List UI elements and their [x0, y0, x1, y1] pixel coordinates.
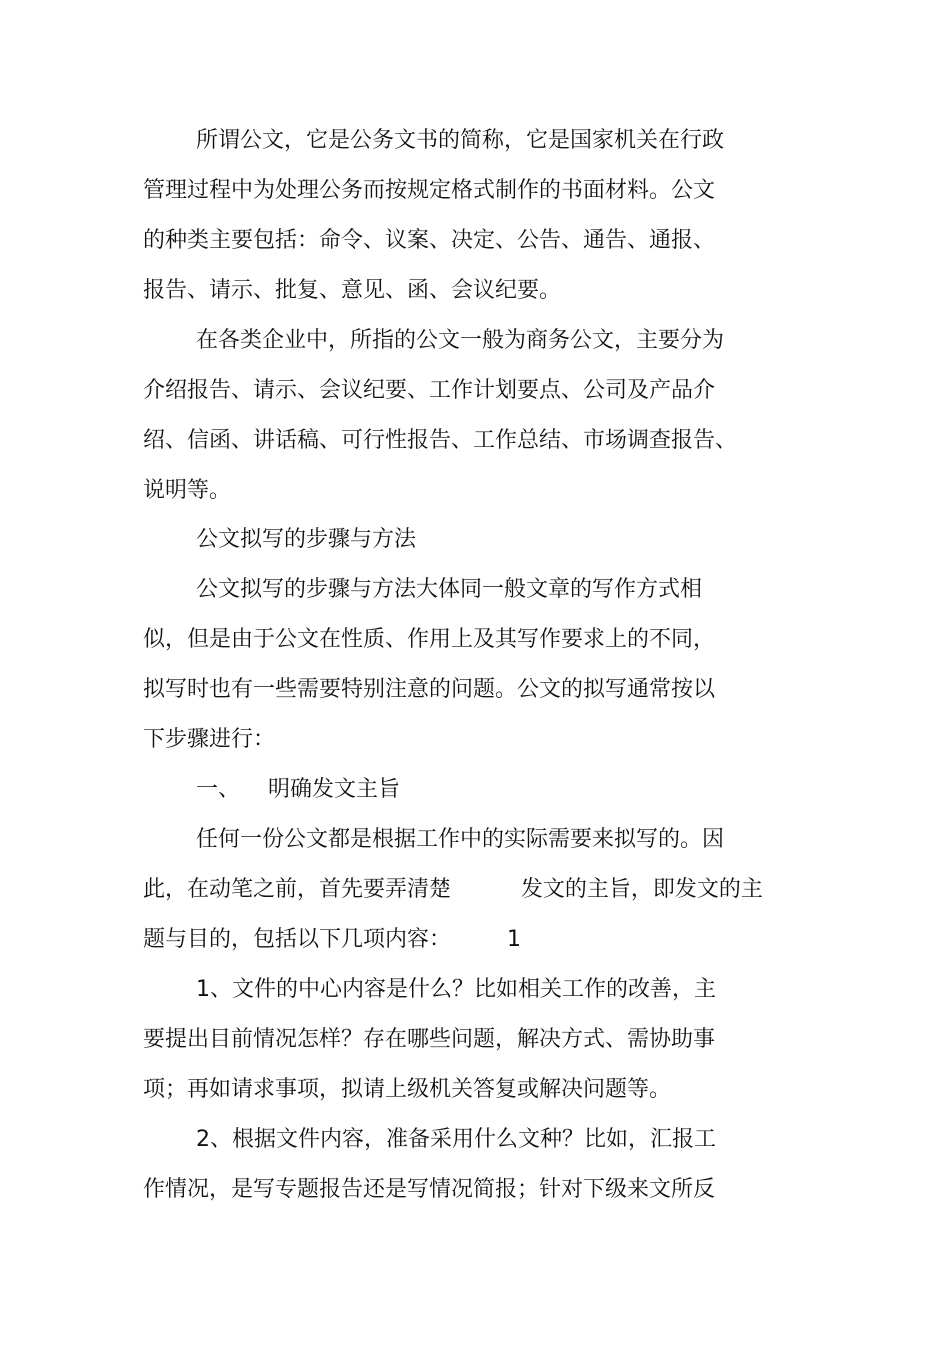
paragraph-line: 此，在动笔之前，首先要弄清楚 发文的主旨，即发文的主: [143, 877, 763, 902]
list-item-line: 1、文件的中心内容是什么？比如相关工作的改善，主: [196, 977, 716, 1002]
list-item-line: 2、根据文件内容，准备采用什么文种？比如，汇报工: [196, 1127, 716, 1152]
section-heading: 公文拟写的步骤与方法: [196, 527, 417, 552]
paragraph-line: 的种类主要包括：命令、议案、决定、公告、通告、通报、: [143, 228, 716, 253]
paragraph-line: 绍、信函、讲话稿、可行性报告、工作总结、市场调查报告、: [143, 428, 738, 453]
paragraph-line: 管理过程中为处理公务而按规定格式制作的书面材料。公文: [143, 178, 716, 203]
paragraph-line: 要提出目前情况怎样？存在哪些问题，解决方式、需协助事: [143, 1027, 716, 1052]
paragraph-line: 作情况，是写专题报告还是写情况简报；针对下级来文所反: [143, 1177, 716, 1202]
paragraph-line: 拟写时也有一些需要特别注意的问题。公文的拟写通常按以: [143, 677, 716, 702]
paragraph-line: 项；再如请求事项，拟请上级机关答复或解决问题等。: [143, 1077, 672, 1102]
section-heading: 一、 明确发文主旨: [196, 777, 400, 802]
paragraph-line: 所谓公文，它是公务文书的简称，它是国家机关在行政: [196, 128, 725, 153]
paragraph-line: 报告、请示、批复、意见、函、会议纪要。: [143, 278, 562, 303]
paragraph-line: 似，但是由于公文在性质、作用上及其写作要求上的不同，: [143, 627, 716, 652]
paragraph-line: 在各类企业中，所指的公文一般为商务公文，主要分为: [196, 328, 725, 353]
paragraph-line: 题与目的，包括以下几项内容： 1: [143, 927, 521, 952]
paragraph-line: 任何一份公文都是根据工作中的实际需要来拟写的。因: [196, 827, 725, 852]
paragraph-line: 说明等。: [143, 478, 232, 503]
paragraph-line: 下步骤进行：: [143, 727, 276, 752]
paragraph-line: 介绍报告、请示、会议纪要、工作计划要点、公司及产品介: [143, 378, 716, 403]
paragraph-line: 公文拟写的步骤与方法大体同一般文章的写作方式相: [196, 577, 703, 602]
